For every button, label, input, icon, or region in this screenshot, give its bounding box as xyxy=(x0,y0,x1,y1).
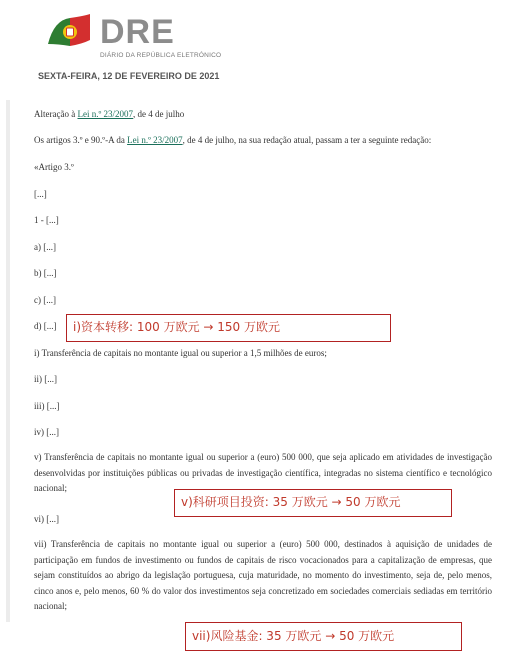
item-b: b) [...] xyxy=(34,268,57,278)
item-a: a) [...] xyxy=(34,242,56,252)
header xyxy=(0,0,520,92)
annotation-research-investment: v)科研项目投资: 35 万欧元 → 50 万欧元 xyxy=(174,489,452,517)
amendment-date: , de 4 de julho xyxy=(133,109,185,119)
item-ii: ii) [...] xyxy=(34,374,57,384)
document-body xyxy=(6,100,519,622)
logo-subtitle: DIÁRIO DA REPÚBLICA ELETRÓNICO xyxy=(100,52,222,59)
item-c: c) [...] xyxy=(34,295,56,305)
articles-line xyxy=(34,135,431,145)
item-vii: vii) Transferência de capitais no montante igual ou superior a (euro) 500 000, destinados à aquisição de unidades de participação em fundos de investimento ou fundos de capitais de risco vocacionados para a capitalização de empresas, que sejam constituídos ao abrigo da legislação portuguesa, cuja maturidade, no momento do investimento, seja de, pelo menos, cinco anos e, pelo menos, 60 % do valor dos investimentos seja concretizado em sociedades comerciais sediadas em território nacional; xyxy=(34,539,492,611)
articles-text: Os artigos 3.º e 90.º-A da xyxy=(34,135,128,145)
logo-text: DRE xyxy=(100,13,175,51)
item-v: v) Transferência de capitais no montante igual ou superior a (euro) 500 000, que seja aplicado em atividades de investigação desenvolvidas por instituições públicas ou privadas de investigação científica, integradas no sistema científico e tecnológico nacional; xyxy=(34,452,492,493)
item-d: d) [...] xyxy=(34,321,57,331)
annotation-capital-transfer: i)资本转移: 100 万欧元 → 150 万欧元 xyxy=(66,314,391,342)
portugal-flag-icon xyxy=(44,14,92,50)
publication-date: SEXTA-FEIRA, 12 DE FEVEREIRO DE 2021 xyxy=(38,71,220,81)
annotation-venture-fund: vii)风险基金: 35 万欧元 → 50 万欧元 xyxy=(185,622,462,651)
item-i: i) Transferência de capitais no montante igual ou superior a 1,5 milhões de euros; xyxy=(34,348,327,358)
item-1: 1 - [...] xyxy=(34,215,59,225)
item-vi: vi) [...] xyxy=(34,514,59,524)
item-iv: iv) [...] xyxy=(34,427,59,437)
amendment-text: Alteração à xyxy=(34,109,78,119)
law-link-2[interactable]: Lei n.º 23/2007 xyxy=(127,135,183,145)
law-link[interactable]: Lei n.º 23/2007 xyxy=(77,109,134,119)
item-iii: iii) [...] xyxy=(34,401,60,411)
articles-text-end: , de 4 de julho, na sua redação atual, passam a ter a seguinte redação: xyxy=(182,135,432,145)
amendment-line xyxy=(34,109,184,119)
article-heading: «Artigo 3.º xyxy=(34,162,74,172)
ellipsis-line: [...] xyxy=(34,189,47,199)
